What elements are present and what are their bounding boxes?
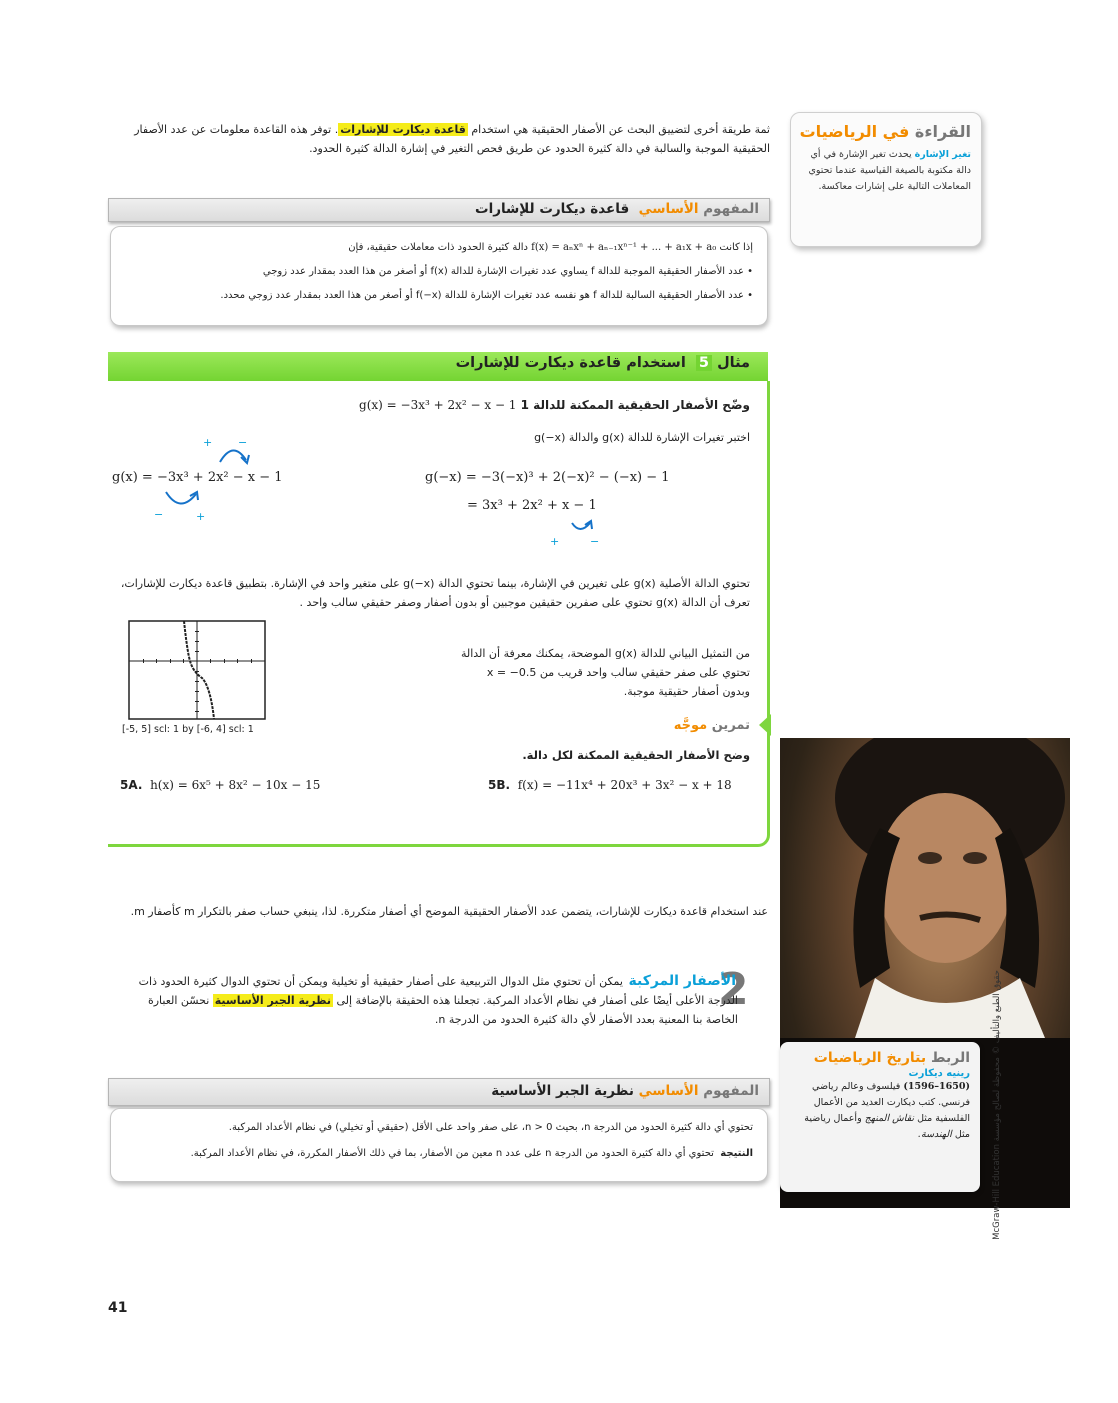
key-concept-title: المفهوم الأساسي قاعدة ديكارت للإشارات — [475, 201, 759, 217]
svg-text:−: − — [154, 508, 164, 521]
repeated-zeros-note: عند استخدام قاعدة ديكارت للإشارات، يتضمن عدد الأصفار الحقيقية الموضح أي أصفار متكررة. لذا، ينبغي حساب صفر بالتكرار m كأصفار m. — [130, 905, 768, 918]
exercise-5a: 5A. h(x) = 6x⁵ + 8x² − 10x − 15 — [120, 778, 321, 792]
guided-practice-title: تمرين موجَّه — [673, 718, 750, 733]
intro-text: ثمة طريقة أخرى لتضييق البحث عن الأصفار الحقيقية هي استخدام — [471, 123, 770, 136]
copyright-notice: حقوق الطبع والتأليف © محفوظة لصالح مؤسسة McGraw-Hill Education — [992, 970, 1002, 1240]
example-title: مثال 5 استخدام قاعدة ديكارت للإشارات — [455, 355, 750, 371]
page-number: 41 — [108, 1300, 128, 1316]
example-task: وضّح الأصفار الحقيقية الممكنة للدالة 1 g(x) = −3x³ + 2x² − x − 1 — [359, 398, 750, 412]
gneg-line-2: = 3x³ + 2x² + x − 1 — [467, 498, 597, 513]
connection-title: الربط بتاريخ الرياضيات — [813, 1050, 970, 1066]
kc1-bullet-1: • عدد الأصفار الحقيقية الموجبة للدالة f يساوي عدد تغيرات الإشارة للدالة f(x) أو أصغر من هذا العدد بمقدار عدد زوجي — [262, 266, 753, 277]
history-connection-box — [780, 1042, 980, 1192]
intro-text-after: . توفر هذه القاعدة معلومات عن عدد الأصفار الحقيقية الموجبة والسالبة في دالة كثيرة الحدود عن طريق فحص التغير في إشارة الدالة كثيرة الحدود. — [134, 123, 770, 155]
example-step: اختبر تغيرات الإشارة للدالة g(x) والدالة g(−x) — [534, 431, 750, 444]
gx-formula: g(x) = −3x³ + 2x² − x − 1 — [112, 470, 283, 485]
kc1-formula: f(x) = aₙxⁿ + aₙ₋₁xⁿ⁻¹ + ... + a₁x + a₀ — [531, 242, 717, 253]
key-concept-body — [110, 226, 768, 326]
connection-name: رينيه ديكارت — [908, 1068, 970, 1079]
example-header — [108, 352, 768, 381]
gneg-sign-change-arc — [540, 505, 610, 550]
connection-text: (1596–1650) فيلسوف وعالم رياضي فرنسي. كتب ديكارت العديد من الأعمال الفلسفية مثل نقاش المنهج وأعمال رياضية مثل الهندسة. — [804, 1081, 970, 1140]
kc2-corollary: النتيجة تحتوي أي دالة كثيرة الحدود من الدرجة n على عدد n معين من الأصفار، بما في ذلك الأصفار المكررة، في نظام الأعداد المركبة. — [190, 1148, 753, 1159]
svg-text:+: + — [550, 535, 560, 548]
kc1-line1: إذا كانت f(x) = aₙxⁿ + aₙ₋₁xⁿ⁻¹ + ... + a₁x + a₀ دالة كثيرة الحدود ذات معاملات حقيقية، فإن — [348, 242, 753, 253]
sign-change-arc-top — [220, 450, 246, 462]
reading-term: تغير الإشارة — [914, 149, 971, 160]
section-number: 2 — [718, 964, 749, 1015]
reading-in-math-box — [790, 112, 982, 247]
svg-text:+: + — [196, 510, 206, 523]
guided-marker-icon — [757, 714, 771, 736]
kc2-theorem: تحتوي أي دالة كثيرة الحدود من الدرجة n، بحيث 0 < n، على صفر واحد على الأقل (حقيقي أو تخيلي) في نظام الأعداد المركبة. — [228, 1122, 753, 1133]
key-concept-2-body — [110, 1108, 768, 1182]
svg-text:−: − — [590, 535, 600, 548]
reading-title: القراءة في الرياضيات — [799, 122, 971, 141]
reading-text: تغير الإشارة يحدث تغير الإشارة في أي دالة مكتوبة بالصيغة القياسية عندما تحتوي المعاملات التالية على إشارات معاكسة. — [808, 149, 971, 192]
example-para-2: من التمثيل البياني للدالة g(x) الموضحة، يمكنك معرفة أن الدالة تحتوي على صفر حقيقي سالب واحد قريب من x = −0.5 وبدون أصفار حقيقية موجبة. — [460, 647, 750, 698]
example-task-formula: g(x) = −3x³ + 2x² − x − 1 — [359, 398, 517, 412]
graph-caption: [-5, 5] scl: 1 by [-6, 4] scl: 1 — [122, 724, 254, 735]
exercise-5b: 5B. f(x) = −11x⁴ + 20x³ + 3x² − x + 18 — [488, 778, 732, 792]
sign-change-arc-bottom — [166, 492, 196, 504]
section2-term: الأصفار المركبة — [628, 973, 736, 989]
function-graph — [128, 620, 266, 720]
svg-text:−: − — [238, 436, 248, 449]
key-concept-2-header — [108, 1078, 770, 1106]
example-para-1: تحتوي الدالة الأصلية g(x) على تغيرين في الإشارة، بينما تحتوي الدالة g(−x) على متغير واحد في الإشارة. بتطبيق قاعدة ديكارت للإشارات، تعرف أن الدالة g(x) تحتوي على صفرين حقيقين موجبين أو بدون أصفار وصفر حقيقي سالب واحد . — [120, 577, 750, 609]
section2-paragraph: الأصفار المركبة يمكن أن تحتوي مثل الدوال التربيعية على أصفار حقيقية أو تخيلية ويمكن أن تحتوي الدوال كثيرة الحدود ذات الدرجة الأعلى أيضًا على أصفار في نظام الأعداد المركبة. تجعلنا هذه الحقيقة بالإضافة إلى نظرية الجبر الأساسية نحسّن العبارة الخاصة بنا المعنية بعدد الأصفار لأي دالة كثيرة الحدود من الدرجة n. — [138, 973, 738, 1026]
svg-text:+: + — [203, 436, 213, 449]
intro-term: قاعدة ديكارت للإشارات — [340, 123, 466, 136]
key-concept-header — [108, 198, 770, 222]
section2-term2: نظرية الجبر الأساسية — [214, 994, 331, 1007]
kc1-bullet-2: • عدد الأصفار الحقيقية السالبة للدالة f هو نفسه عدد تغيرات الإشارة للدالة f(−x) أو أصغر من هذا العدد بمقدار عدد زوجي محدد. — [220, 290, 753, 301]
guided-practice-task: وضح الأصفار الحقيقية الممكنة لكل دالة. — [522, 748, 750, 762]
intro-paragraph — [118, 120, 770, 158]
gneg-line-1: g(−x) = −3(−x)³ + 2(−x)² − (−x) − 1 — [425, 470, 670, 485]
key-concept-2-title: المفهوم الأساسي نظرية الجبر الأساسية — [491, 1083, 759, 1099]
